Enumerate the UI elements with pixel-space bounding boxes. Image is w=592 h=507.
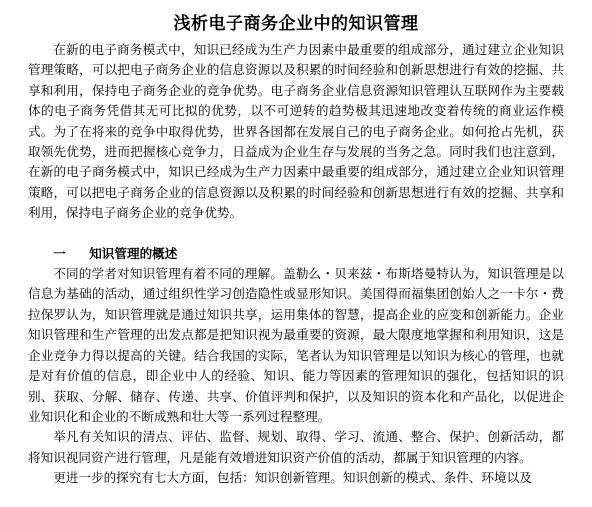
intro-paragraph: 在新的电子商务模式中，知识已经成为生产力因素中最重要的组成部分，通过建立企业知识管理策略，可以把电子商务企业的信息资源以及积累的时间经验和创新思想进行有效的挖掘、共享和利用，保持电子商务企业的竞争优势。电子商务企业信息资源知识管理认互联网作为主要载体的电子商务凭借其无可比拟的优势，以不可逆转的趋势极其迅速地改变着传统的商业运作模式。为了在将来的竞争中取得优势，世界各国都在发展自己的电子商务企业。如何抢占先机，获取领先优势，进而把握核心竞争力，日益成为企业生存与发展的当务之急。同时我们也注意到，在新的电子商务模式中，知识已经成为生产力因素中最重要的组成部分，通过建立企业知识管理策略，可以把电子商务企业的信息资源以及积累的时间经验和创新思想进行有效的挖掘、共享和利用，保持电子商务企业的竞争优势。 <box>28 42 564 221</box>
section-number: 一 <box>53 245 66 261</box>
section-heading <box>28 244 564 264</box>
document-title: 浅析电子商务企业中的知识管理 <box>173 14 419 34</box>
section-paragraph-2: 举凡有关知识的清点、评估、监督、规划、取得、学习、流通、整合、保护、创新活动，都将知识视同资产进行管理，凡是能有效增进知识资产价值的活动，都属于知识管理的内容。 <box>28 429 564 465</box>
section-paragraph-1: 不同的学者对知识管理有着不同的理解。盖勒么・贝来兹・布斯塔曼特认为，知识管理是以信息为基础的活动，通过组织性学习创造隐性或显形知识。美国得而福集团创始人之一卡尔・费拉保罗认为，知识管理就是通过知识共享，运用集体的智慧，提高企业的应变和创新能力。企业知识管理和生产管理的出发点都是把知识视为最重要的资源，最大限度地掌握和利用知识，这是企业竞争力得以提高的关键。结合我国的实际，笔者认为知识管理是以知识为核心的管理，也就是对有价值的信息，即企业中人的经验、知识、能力等因素的管理知识的强化，包括知识的识别、获取、分解、储存、传递、共享、价值评判和保护，以及知识的资本化和产品化，以促进企业知识化和企业的不断成熟和壮大等一系列过程整理。 <box>28 266 564 424</box>
section-title: 知识管理的概述 <box>89 245 178 261</box>
section-paragraph-3: 更进一步的探究有七大方面，包括：知识创新管理。知识创新的模式、条件、环境以及 <box>53 470 532 486</box>
